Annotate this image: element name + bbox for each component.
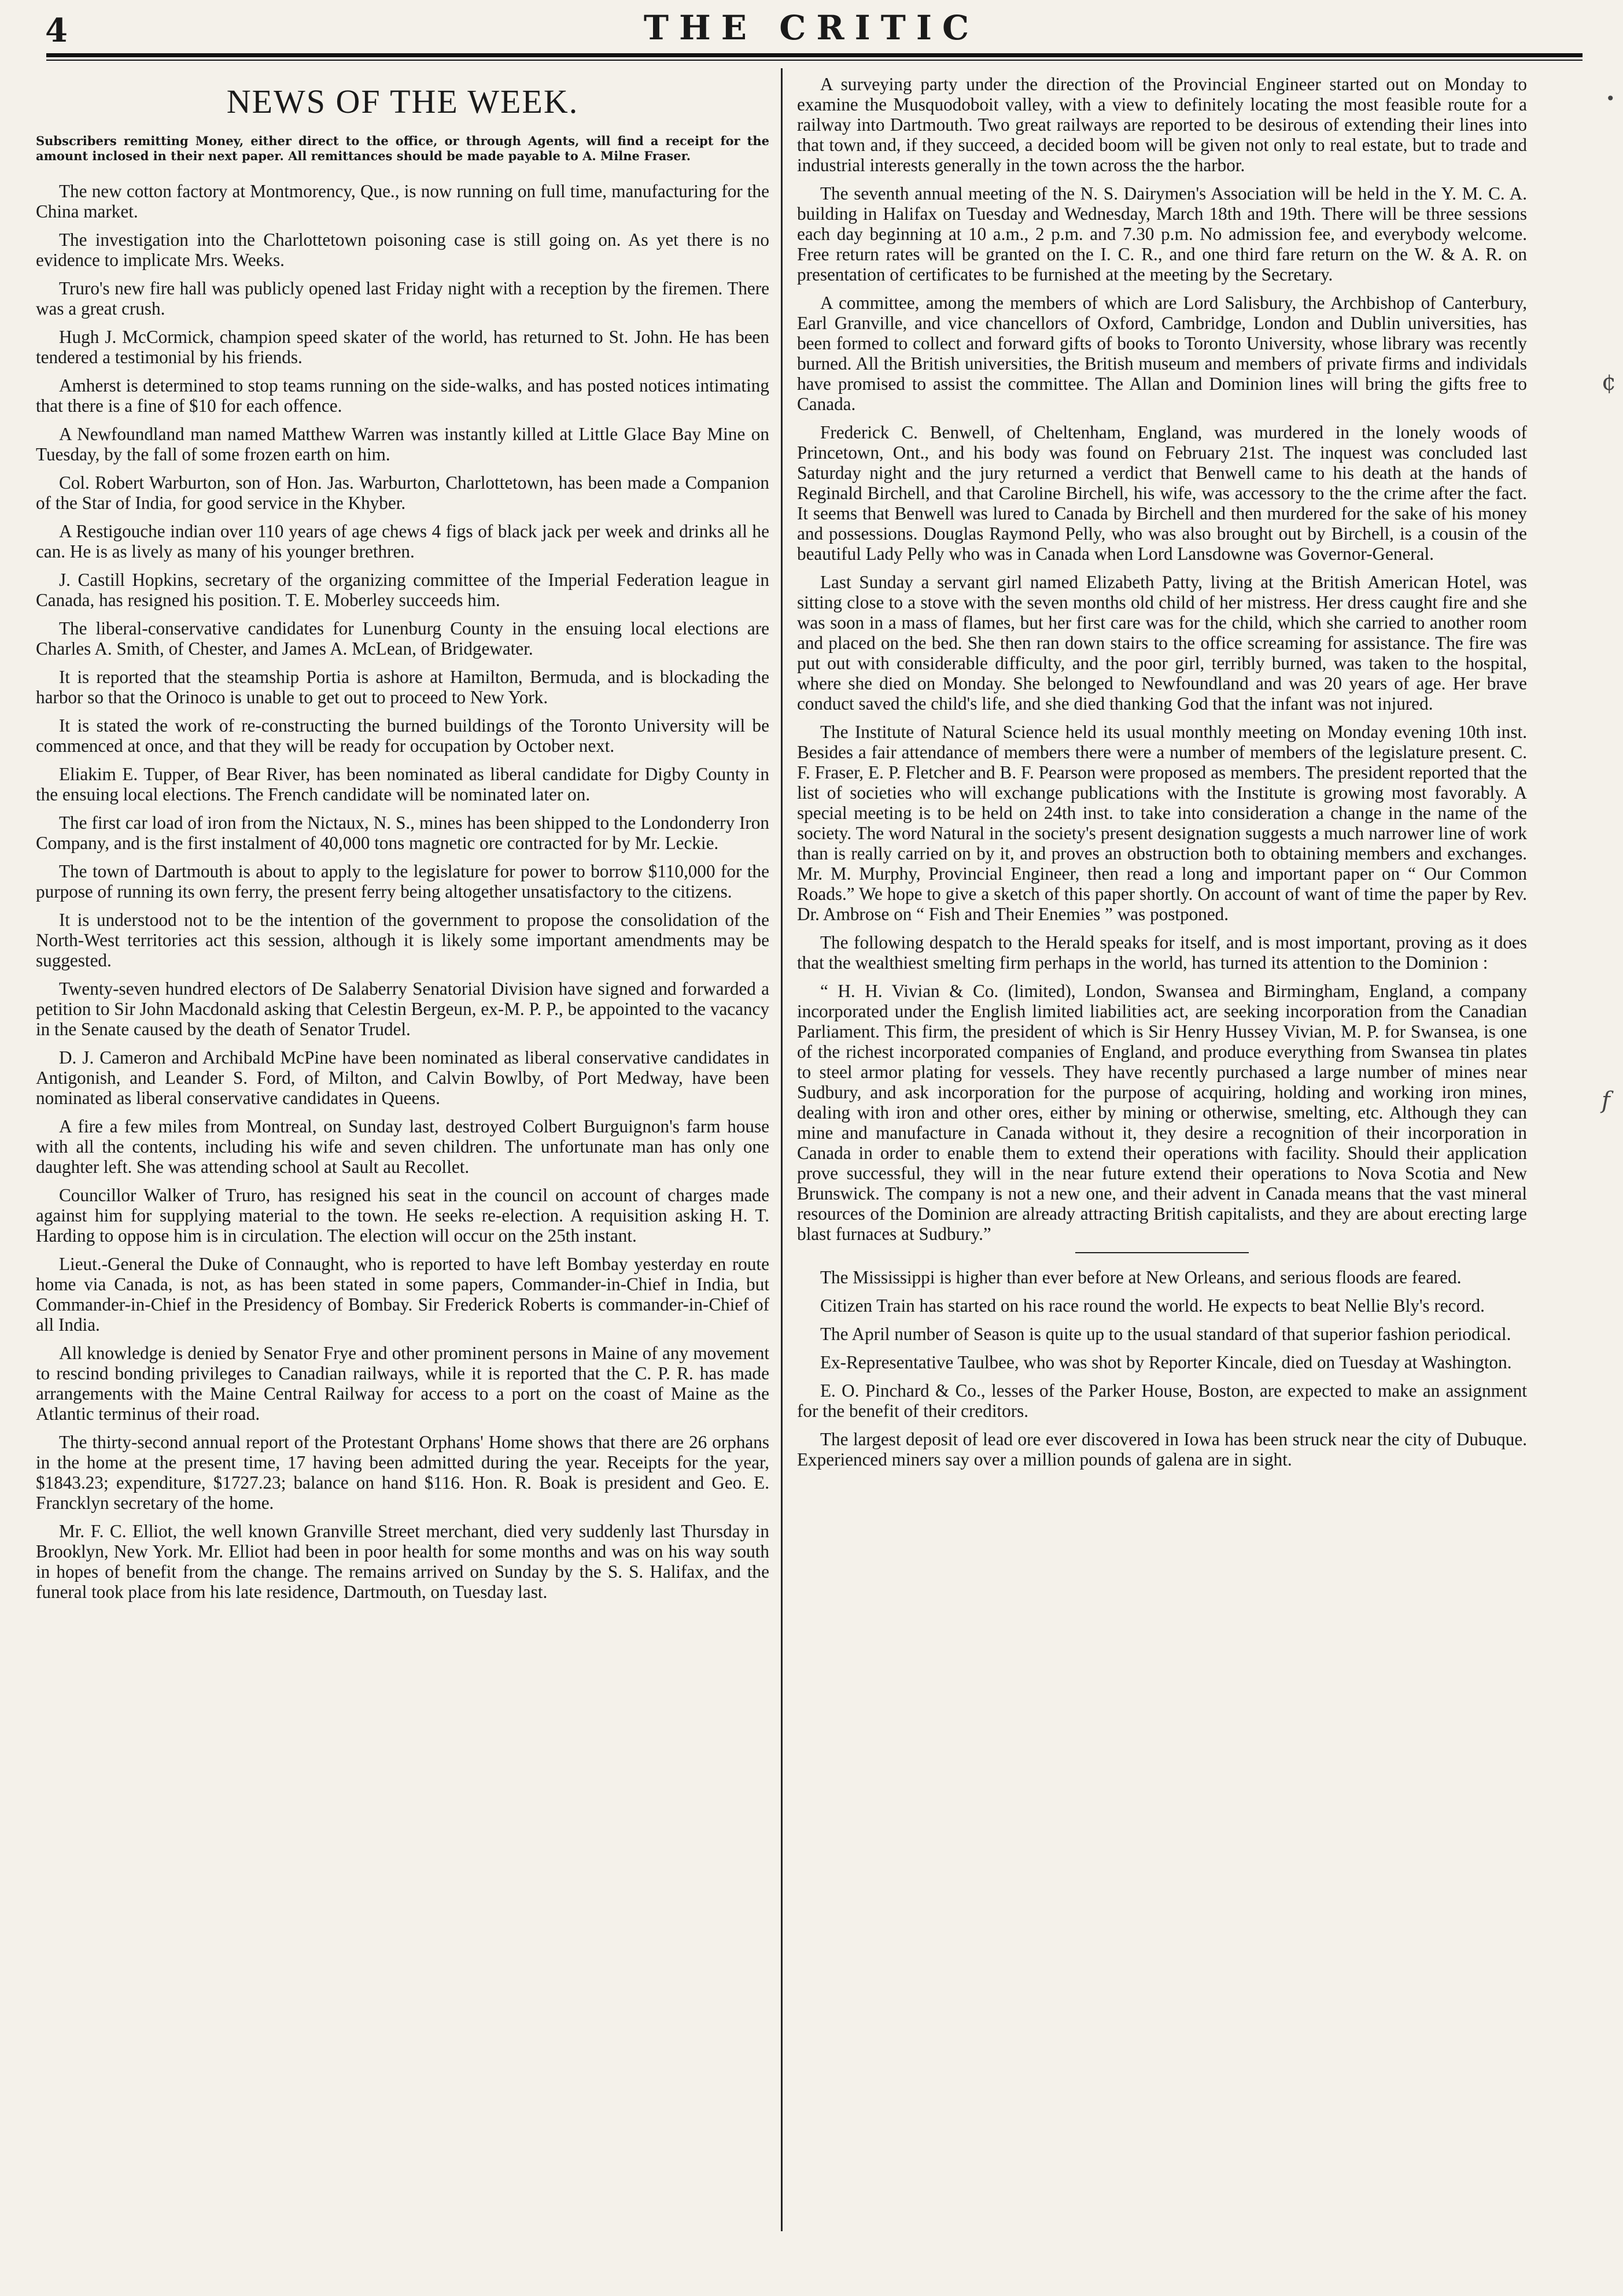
column-divider	[781, 68, 783, 2231]
masthead-title: THE CRITIC	[643, 8, 980, 47]
news-item: Twenty-seven hundred electors of De Salaberry Senatorial Division have signed and forwarded a petition to Sir John Macdonald asking that Celestin Bergeun, ex-M. P. P., be appointed to the vacancy in the Senate caused by the death of Senator Trudel.	[36, 979, 769, 1039]
news-item: It is understood not to be the intention of the government to propose the consolidation of the North-West territories act this session, although it is likely some important amendments may be suggested.	[36, 910, 769, 970]
news-item: It is reported that the steamship Portia is ashore at Hamilton, Bermuda, and is blockading the harbor so that the Orinoco is unable to get out to proceed to New York.	[36, 667, 769, 707]
left-column	[36, 74, 769, 2272]
margin-mark: ¢	[1602, 369, 1617, 396]
news-item: The first car load of iron from the Nictaux, N. S., mines has been shipped to the Londonderry Iron Company, and is the first instalment of 40,000 tons magnetic ore contracted for by Mr. Leckie.	[36, 813, 769, 853]
header-rule-thin	[46, 60, 1583, 61]
margin-mark: f	[1602, 1087, 1610, 1114]
subscription-note: Subscribers remitting Money, either direct to the office, or through Agents, will find a receipt for the amount inclosed in their next paper. All remittances should be made payable to A. Milne Fraser.	[36, 134, 769, 163]
news-item: The Institute of Natural Science held its usual monthly meeting on Monday evening 10th inst. Besides a fair attendance of members there were a number of members of the legislature present. C. F. Fraser, E. P. Fletcher and B. F. Pearson were proposed as members. The president reported that the list of societies who will exchange publications with the Institute is growing most favorably. A special meeting is to be held on 24th inst. to take into consideration a change in the name of the society. The word Natural in the society's present designation suggests a much narrower line of work than is really carried on by it, and proves an obstruction both to obtaining members and exchanges. Mr. M. Murphy, Provincial Engineer, then read a long and important paper on “ Our Common Roads.” We hope to give a sketch of this paper shortly. On account of want of time the paper by Rev. Dr. Ambrose on “ Fish and Their Enemies ” was postponed.	[797, 722, 1527, 924]
news-item: Last Sunday a servant girl named Elizabeth Patty, living at the British American Hotel, was sitting close to a stove with the seven months old child of her mistress. Her dress caught fire and she was soon in a mass of flames, but her first care was for the child, which she carried to another room and placed on the bed. She then ran down stairs to the office screaming for assistance. The fire was put out with considerable difficulty, and the poor girl, terribly burned, was taken to the hospital, where she died on Monday. She belonged to Newfoundland and was 20 years of age. Her brave conduct saved the child's life, and she died thanking God that the infant was not injured.	[797, 572, 1527, 714]
news-item: A fire a few miles from Montreal, on Sunday last, destroyed Colbert Burguignon's farm house with all the contents, including his wife and seven children. The unfortunate man has only one daughter left. She was attending school at Sault au Recollet.	[36, 1116, 769, 1177]
news-item: The Mississippi is higher than ever before at New Orleans, and serious floods are feared.	[820, 1267, 1462, 1287]
news-item: Citizen Train has started on his race round the world. He expects to beat Nellie Bly's record.	[820, 1295, 1485, 1316]
margin-mark: •	[1606, 89, 1615, 108]
right-column	[797, 74, 1527, 2272]
header-rule-thick	[46, 53, 1583, 57]
news-item: The town of Dartmouth is about to apply to the legislature for power to borrow $110,000 for the purpose of running its own ferry, the present ferry being altogether unsatisfactory to the citizens.	[36, 861, 769, 902]
news-item: E. O. Pinchard & Co., lesses of the Parker House, Boston, are expected to make an assignment for the benefit of their creditors.	[797, 1380, 1527, 1421]
column-heading: NEWS OF THE WEEK.	[226, 83, 579, 120]
news-item: Councillor Walker of Truro, has resigned his seat in the council on account of charges made against him for supplying material to the town. He seeks re-election. A requisition asking H. T. Harding to oppose him is in circulation. The election will occur on the 25th instant.	[36, 1185, 769, 1246]
section-rule	[1075, 1252, 1249, 1253]
news-item: Ex-Representative Taulbee, who was shot by Reporter Kincale, died on Tuesday at Washington.	[820, 1352, 1512, 1372]
news-item: All knowledge is denied by Senator Frye and other prominent persons in Maine of any movement to rescind bonding privileges to Canadian railways, while it is reported that the C. P. R. has made arrangements with the Maine Central Railway for access to a port on the coast of Maine as the Atlantic terminus of their road.	[36, 1343, 769, 1424]
news-item: The new cotton factory at Montmorency, Que., is now running on full time, manufacturing for the China market.	[36, 181, 769, 222]
news-item: The investigation into the Charlottetown poisoning case is still going on. As yet there is no evidence to implicate Mrs. Weeks.	[36, 230, 769, 270]
news-item: Amherst is determined to stop teams running on the side-walks, and has posted notices intimating that there is a fine of $10 for each offence.	[36, 375, 769, 416]
news-item: Frederick C. Benwell, of Cheltenham, England, was murdered in the lonely woods of Princetown, Ont., and his body was found on February 21st. The inquest was concluded last Saturday night and the jury returned a verdict that Benwell came to his death at the hands of Reginald Birchell, and that Caroline Birchell, his wife, was accessory to the the crime after the fact. It seems that Benwell was lured to Canada by Birchell and then murdered for the sake of his money and possessions. Douglas Raymond Pelly, who was also brought out by Birchell, is a cousin of the beautiful Lady Pelly who was in Canada when Lord Lansdowne was Governor-General.	[797, 422, 1527, 564]
news-item: The seventh annual meeting of the N. S. Dairymen's Association will be held in the Y. M. C. A. building in Halifax on Tuesday and Wednesday, March 18th and 19th. There will be three sessions each day beginning at 10 a.m., 2 p.m. and 7.30 p.m. No admission fee, and everybody welcome. Free return rates will be granted on the I. C. R., and one third fare return on the W. & A. R. on presentation of certificates to be furnished at the meeting by the Secretary.	[797, 183, 1527, 285]
news-item: The thirty-second annual report of the Protestant Orphans' Home shows that there are 26 orphans in the home at the present time, 17 having been admitted during the year. Receipts for the year, $1843.23; expenditure, $1727.23; balance on hand $116. Hon. R. Boak is president and Geo. E. Francklyn secretary of the home.	[36, 1432, 769, 1513]
news-item: A Restigouche indian over 110 years of age chews 4 figs of black jack per week and drinks all he can. He is as lively as many of his younger brethren.	[36, 521, 769, 562]
news-item: J. Castill Hopkins, secretary of the organizing committee of the Imperial Federation league in Canada, has resigned his position. T. E. Moberley succeeds him.	[36, 570, 769, 610]
news-item: Col. Robert Warburton, son of Hon. Jas. Warburton, Charlottetown, has been made a Companion of the Star of India, for good service in the Khyber.	[36, 473, 769, 513]
news-item: Mr. F. C. Elliot, the well known Granville Street merchant, died very suddenly last Thursday in Brooklyn, New York. Mr. Elliot had been in poor health for some months and was on his way south in hopes of benefit from the change. The remains arrived on Sunday by the S. S. Halifax, and the funeral took place from his late residence, Dartmouth, on Tuesday last.	[36, 1521, 769, 1602]
news-item: The liberal-conservative candidates for Lunenburg County in the ensuing local elections are Charles A. Smith, of Chester, and James A. McLean, of Bridgewater.	[36, 618, 769, 659]
news-item: The following despatch to the Herald speaks for itself, and is most important, proving as it does that the wealthiest smelting firm perhaps in the world, has turned its attention to the Dominion :	[797, 932, 1527, 973]
news-item: The April number of Season is quite up to the usual standard of that superior fashion periodical.	[820, 1324, 1511, 1344]
quoted-despatch: “ H. H. Vivian & Co. (limited), London, Swansea and Birmingham, England, a company incorporated under the English limited liabilities act, are seeking incorporation from the Canadian Parliament. This firm, the president of which is Sir Henry Hussey Vivian, M. P. for Swansea, is one of the richest incorporated companies of England, and produce everything from Swansea tin plates to steel armor plating for vessels. They have recently purchased a large number of mines near Sudbury, and ask incorporation for the purpose of acquiring, holding and working iron mines, dealing with iron and other ores, either by mining or otherwise, smelting, etc. Although they can mine and manufacture in Canada without it, they desire a recognition of their incorporation in Canada in order to enable them to extend their operations with facility. Should their application prove successful, they will in the near future extend their operations to Nova Scotia and New Brunswick. The company is not a new one, and their advent in Canada means that the vast mineral resources of the Dominion are already attracting British capitalists, and they are about erecting large blast furnaces at Sudbury.”	[797, 981, 1527, 1244]
news-item: D. J. Cameron and Archibald McPine have been nominated as liberal conservative candidates in Antigonish, and Leander S. Ford, of Milton, and Calvin Bowlby, of Port Medway, have been nominated as liberal conservative candidates in Queens.	[36, 1047, 769, 1108]
news-item: It is stated the work of re-constructing the burned buildings of the Toronto University will be commenced at once, and that they will be ready for occupation by October next.	[36, 715, 769, 756]
news-item: Eliakim E. Tupper, of Bear River, has been nominated as liberal candidate for Digby County in the ensuing local elections. The French candidate will be nominated later on.	[36, 764, 769, 804]
news-item: The largest deposit of lead ore ever discovered in Iowa has been struck near the city of Dubuque. Experienced miners say over a million pounds of galena are in sight.	[797, 1429, 1527, 1470]
news-item: Lieut.-General the Duke of Connaught, who is reported to have left Bombay yesterday en route home via Canada, is not, as has been stated in some papers, Commander-in-Chief in India, but Commander-in-Chief in the Presidency of Bombay. Sir Frederick Roberts is commander-in-Chief of all India.	[36, 1254, 769, 1335]
news-item: Truro's new fire hall was publicly opened last Friday night with a reception by the firemen. There was a great crush.	[36, 278, 769, 319]
news-item: Hugh J. McCormick, champion speed skater of the world, has returned to St. John. He has been tendered a testimonial by his friends.	[36, 327, 769, 367]
page-number: 4	[45, 12, 68, 50]
news-item: A committee, among the members of which are Lord Salisbury, the Archbishop of Canterbury, Earl Granville, and vice chancellors of Oxford, Cambridge, London and Dublin universities, has been formed to collect and forward gifts of books to Toronto University, whose library was recently burned. All the British universities, the British museum and members of private firms and individals have promised to assist the committee. The Allan and Dominion lines will bring the gifts free to Canada.	[797, 293, 1527, 414]
news-item: A Newfoundland man named Matthew Warren was instantly killed at Little Glace Bay Mine on Tuesday, by the fall of some frozen earth on him.	[36, 424, 769, 464]
news-item: A surveying party under the direction of the Provincial Engineer started out on Monday to examine the Musquodoboit valley, with a view to definitely locating the most feasible route for a railway into Dartmouth. Two great railways are reported to be desirous of extending their lines into that town and, if they succeed, a decided boom will be given not only to real estate, but to trade and industrial interests generally in the town across the the harbor.	[797, 74, 1527, 175]
